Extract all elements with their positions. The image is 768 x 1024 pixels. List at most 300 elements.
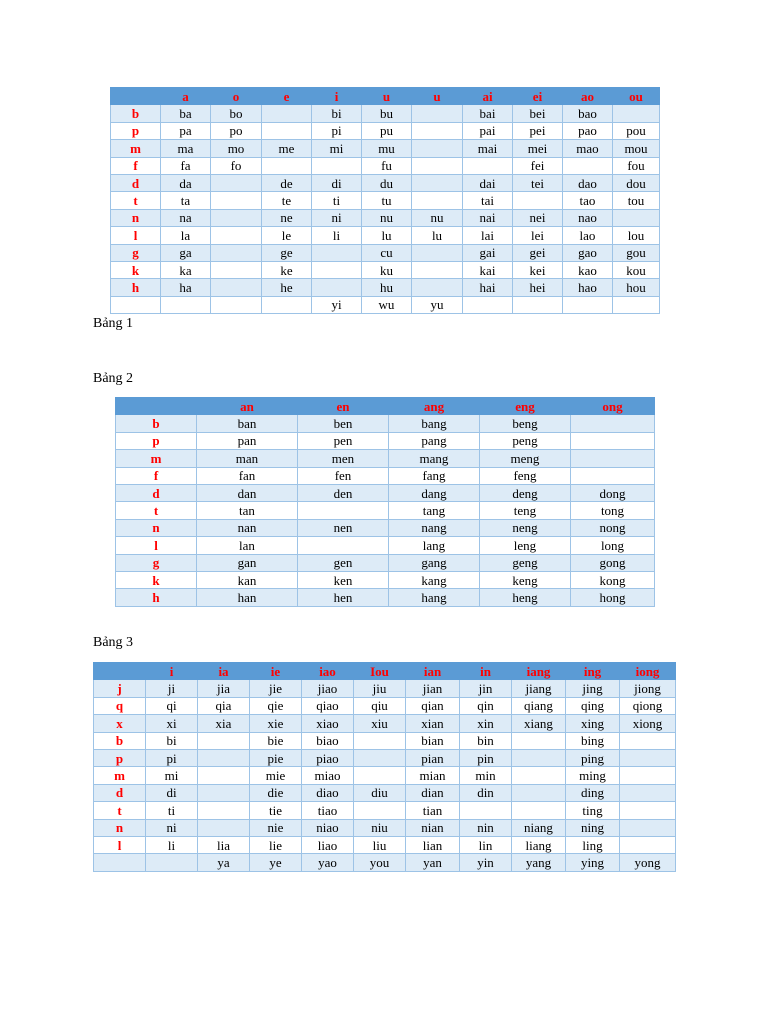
table-row xyxy=(111,140,660,157)
syllable-cell: ni xyxy=(146,819,198,836)
syllable-cell: bang xyxy=(389,415,480,432)
syllable-cell: tan xyxy=(197,502,298,519)
syllable-cell: li xyxy=(312,227,362,244)
syllable-cell: lia xyxy=(198,836,250,853)
syllable-cell: de xyxy=(262,174,312,191)
syllable-cell: ma xyxy=(161,140,211,157)
syllable-cell: qin xyxy=(460,697,512,714)
syllable-cell: gao xyxy=(563,244,613,261)
syllable-cell: ku xyxy=(362,261,412,278)
table-row xyxy=(111,296,660,313)
syllable-cell: lu xyxy=(412,227,463,244)
syllable-cell xyxy=(463,157,513,174)
table-row xyxy=(116,502,655,519)
syllable-cell: ning xyxy=(566,819,620,836)
syllable-cell: tai xyxy=(463,192,513,209)
table-row xyxy=(116,537,655,554)
syllable-cell: ban xyxy=(197,415,298,432)
syllable-cell: xiong xyxy=(620,715,676,732)
syllable-cell: ga xyxy=(161,244,211,261)
syllable-cell: yang xyxy=(512,854,566,871)
syllable-cell: liu xyxy=(354,836,406,853)
syllable-cell: te xyxy=(262,192,312,209)
syllable-cell: kan xyxy=(197,571,298,588)
table-row xyxy=(116,415,655,432)
column-header: ia xyxy=(198,663,250,680)
syllable-cell: la xyxy=(161,227,211,244)
syllable-cell xyxy=(513,192,563,209)
syllable-cell: tu xyxy=(362,192,412,209)
syllable-cell: lie xyxy=(250,836,302,853)
syllable-cell xyxy=(211,209,262,226)
initial-cell: d xyxy=(94,784,146,801)
column-header xyxy=(111,88,161,105)
syllable-cell: xiang xyxy=(512,715,566,732)
initial-cell: d xyxy=(116,484,197,501)
syllable-cell: hang xyxy=(389,589,480,606)
syllable-cell xyxy=(198,732,250,749)
syllable-cell: pie xyxy=(250,749,302,766)
table-row xyxy=(116,571,655,588)
syllable-cell: pian xyxy=(406,749,460,766)
syllable-cell: ken xyxy=(298,571,389,588)
syllable-cell: din xyxy=(460,784,512,801)
initial-cell xyxy=(111,296,161,313)
table-row xyxy=(111,192,660,209)
syllable-cell: mou xyxy=(613,140,660,157)
syllable-cell: tei xyxy=(513,174,563,191)
table-row xyxy=(111,227,660,244)
syllable-cell: deng xyxy=(480,484,571,501)
column-header xyxy=(116,398,197,415)
table-row xyxy=(94,697,676,714)
syllable-cell: ti xyxy=(146,802,198,819)
column-header: ao xyxy=(563,88,613,105)
syllable-cell xyxy=(620,732,676,749)
syllable-cell: xiu xyxy=(354,715,406,732)
syllable-cell: diao xyxy=(302,784,354,801)
table-row xyxy=(94,819,676,836)
syllable-cell: mi xyxy=(312,140,362,157)
table-row xyxy=(111,261,660,278)
syllable-cell: ne xyxy=(262,209,312,226)
syllable-cell: cu xyxy=(362,244,412,261)
table-row xyxy=(116,484,655,501)
syllable-cell: bo xyxy=(211,105,262,122)
syllable-cell: hen xyxy=(298,589,389,606)
syllable-cell: qiao xyxy=(302,697,354,714)
syllable-cell xyxy=(620,767,676,784)
syllable-cell: xie xyxy=(250,715,302,732)
syllable-cell: fang xyxy=(389,467,480,484)
table-row xyxy=(94,680,676,697)
syllable-cell: lan xyxy=(197,537,298,554)
syllable-cell xyxy=(412,105,463,122)
table-2-caption: Bảng 2 xyxy=(93,371,134,386)
syllable-cell: kai xyxy=(463,261,513,278)
syllable-cell: heng xyxy=(480,589,571,606)
syllable-cell: xia xyxy=(198,715,250,732)
syllable-cell: yin xyxy=(460,854,512,871)
syllable-cell xyxy=(412,157,463,174)
syllable-cell: teng xyxy=(480,502,571,519)
syllable-cell xyxy=(571,432,655,449)
syllable-cell xyxy=(620,819,676,836)
initial-cell: g xyxy=(111,244,161,261)
syllable-cell: tian xyxy=(406,802,460,819)
syllable-cell: fo xyxy=(211,157,262,174)
syllable-cell: bai xyxy=(463,105,513,122)
initial-cell: m xyxy=(94,767,146,784)
syllable-cell: dou xyxy=(613,174,660,191)
syllable-cell: lou xyxy=(613,227,660,244)
initial-cell: p xyxy=(116,432,197,449)
syllable-cell xyxy=(161,296,211,313)
syllable-cell: ling xyxy=(566,836,620,853)
syllable-cell: ni xyxy=(312,209,362,226)
syllable-cell: lao xyxy=(563,227,613,244)
syllable-cell: dong xyxy=(571,484,655,501)
table-row xyxy=(116,450,655,467)
header-row xyxy=(94,663,676,680)
syllable-cell: wu xyxy=(362,296,412,313)
syllable-cell: han xyxy=(197,589,298,606)
syllable-cell: kei xyxy=(513,261,563,278)
syllable-cell xyxy=(211,174,262,191)
syllable-cell xyxy=(146,854,198,871)
initial-cell xyxy=(94,854,146,871)
syllable-cell: kao xyxy=(563,261,613,278)
initial-cell: m xyxy=(116,450,197,467)
initial-cell: h xyxy=(111,279,161,296)
syllable-cell: den xyxy=(298,484,389,501)
syllable-cell: gong xyxy=(571,554,655,571)
syllable-cell: pan xyxy=(197,432,298,449)
syllable-cell: lei xyxy=(513,227,563,244)
syllable-cell: ta xyxy=(161,192,211,209)
initial-cell: p xyxy=(111,122,161,139)
column-header: ong xyxy=(571,398,655,415)
syllable-cell: yi xyxy=(312,296,362,313)
syllable-cell: ping xyxy=(566,749,620,766)
syllable-cell: bu xyxy=(362,105,412,122)
syllable-cell: niao xyxy=(302,819,354,836)
syllable-cell xyxy=(460,802,512,819)
syllable-cell: fei xyxy=(513,157,563,174)
syllable-cell: pi xyxy=(312,122,362,139)
syllable-cell xyxy=(312,279,362,296)
syllable-cell: biao xyxy=(302,732,354,749)
syllable-cell: nang xyxy=(389,519,480,536)
syllable-cell: beng xyxy=(480,415,571,432)
initial-cell: b xyxy=(94,732,146,749)
syllable-cell xyxy=(613,296,660,313)
column-header: a xyxy=(161,88,211,105)
initial-cell: n xyxy=(94,819,146,836)
syllable-cell: pi xyxy=(146,749,198,766)
syllable-cell: nu xyxy=(412,209,463,226)
syllable-cell xyxy=(563,296,613,313)
syllable-cell: feng xyxy=(480,467,571,484)
syllable-cell xyxy=(262,157,312,174)
syllable-cell: gen xyxy=(298,554,389,571)
table-row xyxy=(111,157,660,174)
syllable-cell: ting xyxy=(566,802,620,819)
syllable-cell xyxy=(312,157,362,174)
syllable-cell: hao xyxy=(563,279,613,296)
syllable-cell: lu xyxy=(362,227,412,244)
column-header: ai xyxy=(463,88,513,105)
syllable-cell: bi xyxy=(146,732,198,749)
syllable-cell: hu xyxy=(362,279,412,296)
syllable-cell: kang xyxy=(389,571,480,588)
syllable-cell: tao xyxy=(563,192,613,209)
syllable-cell: keng xyxy=(480,571,571,588)
syllable-cell: jiao xyxy=(302,680,354,697)
syllable-cell xyxy=(262,105,312,122)
syllable-cell: dang xyxy=(389,484,480,501)
syllable-cell xyxy=(354,767,406,784)
syllable-cell: he xyxy=(262,279,312,296)
syllable-cell xyxy=(513,296,563,313)
initial-cell: t xyxy=(111,192,161,209)
syllable-cell xyxy=(512,784,566,801)
syllable-cell: diu xyxy=(354,784,406,801)
column-header: ian xyxy=(406,663,460,680)
syllable-cell xyxy=(211,279,262,296)
syllable-cell xyxy=(312,261,362,278)
syllable-cell xyxy=(463,296,513,313)
syllable-cell: gou xyxy=(613,244,660,261)
syllable-cell: ying xyxy=(566,854,620,871)
syllable-cell: ben xyxy=(298,415,389,432)
table-row xyxy=(111,174,660,191)
table-row xyxy=(94,749,676,766)
syllable-cell: bing xyxy=(566,732,620,749)
syllable-cell: nen xyxy=(298,519,389,536)
initial-cell: g xyxy=(116,554,197,571)
table-row xyxy=(116,519,655,536)
syllable-cell: ka xyxy=(161,261,211,278)
syllable-cell: yan xyxy=(406,854,460,871)
syllable-cell: ha xyxy=(161,279,211,296)
syllable-cell: lin xyxy=(460,836,512,853)
syllable-cell xyxy=(512,749,566,766)
syllable-cell: pao xyxy=(563,122,613,139)
syllable-cell xyxy=(571,467,655,484)
syllable-cell: fa xyxy=(161,157,211,174)
syllable-cell: tong xyxy=(571,502,655,519)
syllable-cell xyxy=(412,192,463,209)
column-header: i xyxy=(146,663,198,680)
syllable-cell: min xyxy=(460,767,512,784)
syllable-cell: gan xyxy=(197,554,298,571)
initial-cell: h xyxy=(116,589,197,606)
syllable-cell: hai xyxy=(463,279,513,296)
syllable-cell: fou xyxy=(613,157,660,174)
syllable-cell: yu xyxy=(412,296,463,313)
syllable-cell xyxy=(613,209,660,226)
initial-cell: d xyxy=(111,174,161,191)
column-header: u xyxy=(362,88,412,105)
syllable-cell: yong xyxy=(620,854,676,871)
syllable-cell: dai xyxy=(463,174,513,191)
syllable-cell: mo xyxy=(211,140,262,157)
syllable-cell: di xyxy=(312,174,362,191)
column-header: u xyxy=(412,88,463,105)
initial-cell: n xyxy=(116,519,197,536)
syllable-cell: mie xyxy=(250,767,302,784)
syllable-cell xyxy=(298,537,389,554)
syllable-cell: mei xyxy=(513,140,563,157)
syllable-cell: ke xyxy=(262,261,312,278)
syllable-cell: du xyxy=(362,174,412,191)
syllable-cell xyxy=(198,819,250,836)
column-header: in xyxy=(460,663,512,680)
syllable-cell xyxy=(198,784,250,801)
syllable-cell: tang xyxy=(389,502,480,519)
syllable-cell: mai xyxy=(463,140,513,157)
syllable-cell: ye xyxy=(250,854,302,871)
initial-cell: f xyxy=(111,157,161,174)
syllable-cell: dan xyxy=(197,484,298,501)
syllable-cell xyxy=(512,802,566,819)
syllable-cell xyxy=(412,174,463,191)
column-header: i xyxy=(312,88,362,105)
syllable-cell: bin xyxy=(460,732,512,749)
syllable-cell: hong xyxy=(571,589,655,606)
column-header xyxy=(94,663,146,680)
initial-cell: m xyxy=(111,140,161,157)
syllable-cell xyxy=(613,105,660,122)
initial-cell: p xyxy=(94,749,146,766)
table-row xyxy=(94,732,676,749)
syllable-cell: qian xyxy=(406,697,460,714)
column-header: ang xyxy=(389,398,480,415)
initial-cell: x xyxy=(94,715,146,732)
syllable-cell: dian xyxy=(406,784,460,801)
table-row xyxy=(94,854,676,871)
initial-cell: b xyxy=(111,105,161,122)
syllable-cell: gei xyxy=(513,244,563,261)
syllable-cell: da xyxy=(161,174,211,191)
syllable-cell: bao xyxy=(563,105,613,122)
syllable-cell: pen xyxy=(298,432,389,449)
column-header: an xyxy=(197,398,298,415)
table-row xyxy=(116,589,655,606)
syllable-cell: fan xyxy=(197,467,298,484)
initial-cell: t xyxy=(94,802,146,819)
syllable-cell xyxy=(412,122,463,139)
initial-cell: f xyxy=(116,467,197,484)
syllable-cell: mu xyxy=(362,140,412,157)
initial-cell: l xyxy=(111,227,161,244)
syllable-cell: men xyxy=(298,450,389,467)
table-row xyxy=(111,209,660,226)
syllable-cell: pu xyxy=(362,122,412,139)
syllable-cell: xin xyxy=(460,715,512,732)
syllable-cell xyxy=(412,279,463,296)
syllable-cell: mao xyxy=(563,140,613,157)
column-header: iao xyxy=(302,663,354,680)
syllable-cell: mian xyxy=(406,767,460,784)
table-3-caption: Bảng 3 xyxy=(93,635,134,650)
syllable-cell xyxy=(412,244,463,261)
syllable-cell xyxy=(262,122,312,139)
header-row xyxy=(116,398,655,415)
syllable-cell: ji xyxy=(146,680,198,697)
syllable-cell: lang xyxy=(389,537,480,554)
syllable-cell: kou xyxy=(613,261,660,278)
syllable-cell: qing xyxy=(566,697,620,714)
syllable-cell: jiu xyxy=(354,680,406,697)
syllable-cell: hou xyxy=(613,279,660,296)
column-header: iang xyxy=(512,663,566,680)
syllable-cell xyxy=(211,296,262,313)
syllable-cell: tou xyxy=(613,192,660,209)
syllable-cell: meng xyxy=(480,450,571,467)
syllable-cell: nian xyxy=(406,819,460,836)
syllable-cell xyxy=(198,749,250,766)
syllable-cell: ya xyxy=(198,854,250,871)
syllable-cell: qie xyxy=(250,697,302,714)
syllable-cell xyxy=(620,802,676,819)
pinyin-table-3 xyxy=(93,662,676,872)
syllable-cell xyxy=(354,802,406,819)
header-row xyxy=(111,88,660,105)
syllable-cell: bi xyxy=(312,105,362,122)
column-header: en xyxy=(298,398,389,415)
syllable-cell: nao xyxy=(563,209,613,226)
pinyin-table-1 xyxy=(110,87,660,314)
syllable-cell xyxy=(512,767,566,784)
initial-cell: q xyxy=(94,697,146,714)
syllable-cell: ding xyxy=(566,784,620,801)
table-row xyxy=(94,784,676,801)
syllable-cell: jian xyxy=(406,680,460,697)
syllable-cell: pin xyxy=(460,749,512,766)
syllable-cell: geng xyxy=(480,554,571,571)
syllable-cell xyxy=(198,802,250,819)
syllable-cell: qi xyxy=(146,697,198,714)
syllable-cell: ming xyxy=(566,767,620,784)
table-row xyxy=(94,767,676,784)
syllable-cell: bei xyxy=(513,105,563,122)
syllable-cell: fu xyxy=(362,157,412,174)
syllable-cell xyxy=(211,227,262,244)
table-row xyxy=(116,467,655,484)
syllable-cell: tie xyxy=(250,802,302,819)
syllable-cell: bie xyxy=(250,732,302,749)
syllable-cell xyxy=(298,502,389,519)
column-header: e xyxy=(262,88,312,105)
table-row xyxy=(111,122,660,139)
column-header: Iou xyxy=(354,663,406,680)
syllable-cell: you xyxy=(354,854,406,871)
syllable-cell: nai xyxy=(463,209,513,226)
syllable-cell: liang xyxy=(512,836,566,853)
initial-cell: j xyxy=(94,680,146,697)
column-header: o xyxy=(211,88,262,105)
table-row xyxy=(111,244,660,261)
syllable-cell: niang xyxy=(512,819,566,836)
syllable-cell: miao xyxy=(302,767,354,784)
syllable-cell: le xyxy=(262,227,312,244)
syllable-cell: nu xyxy=(362,209,412,226)
column-header: eng xyxy=(480,398,571,415)
syllable-cell: po xyxy=(211,122,262,139)
initial-cell: n xyxy=(111,209,161,226)
